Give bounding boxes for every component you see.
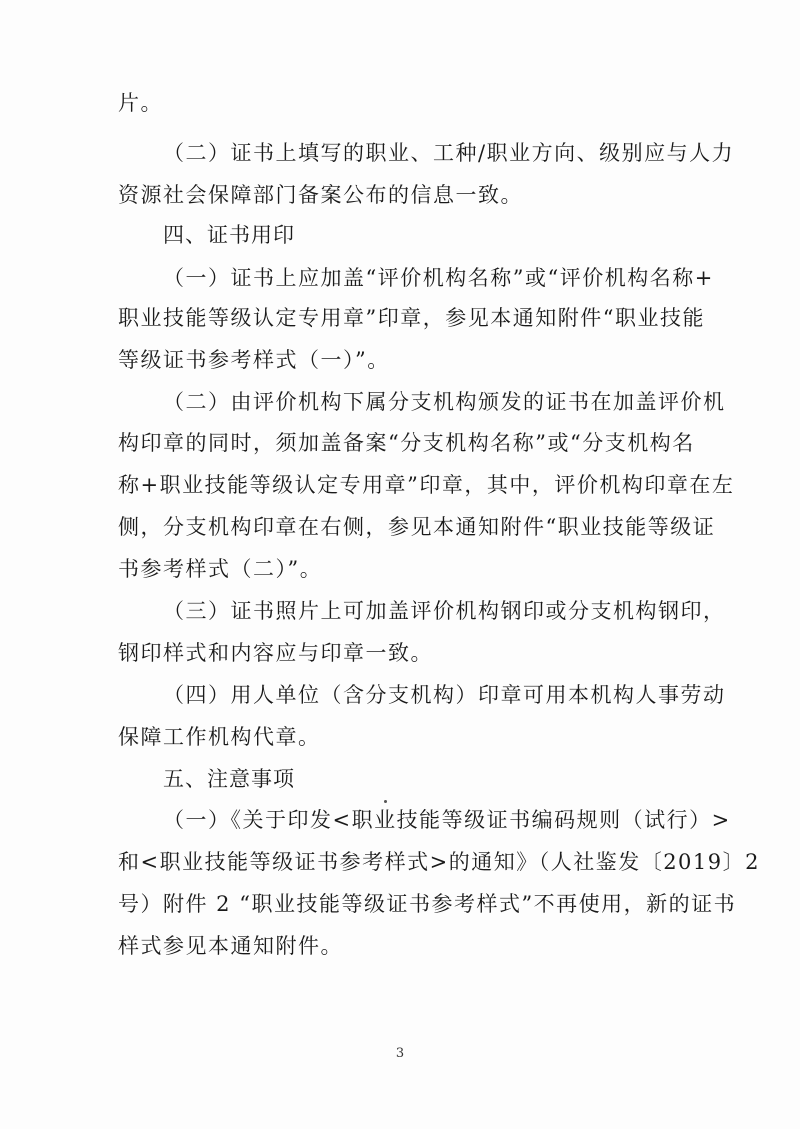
text-line: （一）证书上应加盖“评价机构名称”或“评价机构名称+ [163, 266, 714, 290]
text-line: 构印章的同时，须加盖备案“分支机构名称”或“分支机构名 [118, 431, 695, 455]
section-heading: 四、证书用印 [163, 223, 295, 247]
text-line: （三）证书照片上可加盖评价机构钢印或分支机构钢印， [163, 599, 726, 623]
text-line: 侧，分支机构印章在右侧，参见本通知附件“职业技能等级证 [118, 515, 716, 539]
text-line: 钢印样式和内容应与印章一致。 [118, 641, 433, 665]
text-line: 称+职业技能等级认定专用章”印章，其中，评价机构印章在左 [118, 473, 735, 497]
text-line: 资源社会保障部门备案公布的信息一致。 [118, 183, 523, 207]
text-line: 书参考样式（二）”。 [118, 557, 323, 581]
section-heading: 五、注意事项 [163, 767, 295, 791]
text-line: 和<职业技能等级证书参考样式>的通知》（人社鉴发〔2019〕2 [118, 850, 760, 874]
text-line: 样式参见本通知附件。 [118, 934, 343, 958]
text-line: 等级证书参考样式（一）”。 [118, 348, 390, 372]
scan-speck [384, 800, 387, 803]
text-line: （二）由评价机构下属分支机构颁发的证书在加盖评价机 [163, 390, 726, 414]
text-line: （四）用人单位（含分支机构）印章可用本机构人事劳动 [163, 683, 726, 707]
text-line: 号）附件 2 “职业技能等级证书参考样式”不再使用，新的证书 [118, 892, 737, 916]
page-number: 3 [395, 1046, 405, 1061]
text-line: 保障工作机构代章。 [118, 725, 321, 749]
text-line: 片。 [118, 91, 163, 115]
text-line: （二）证书上填写的职业、工种/职业方向、级别应与人力 [163, 141, 735, 165]
text-line: 职业技能等级认定专用章”印章，参见本通知附件“职业技能 [118, 306, 705, 330]
text-line: （一）《关于印发<职业技能等级证书编码规则（试行）> [163, 808, 731, 832]
